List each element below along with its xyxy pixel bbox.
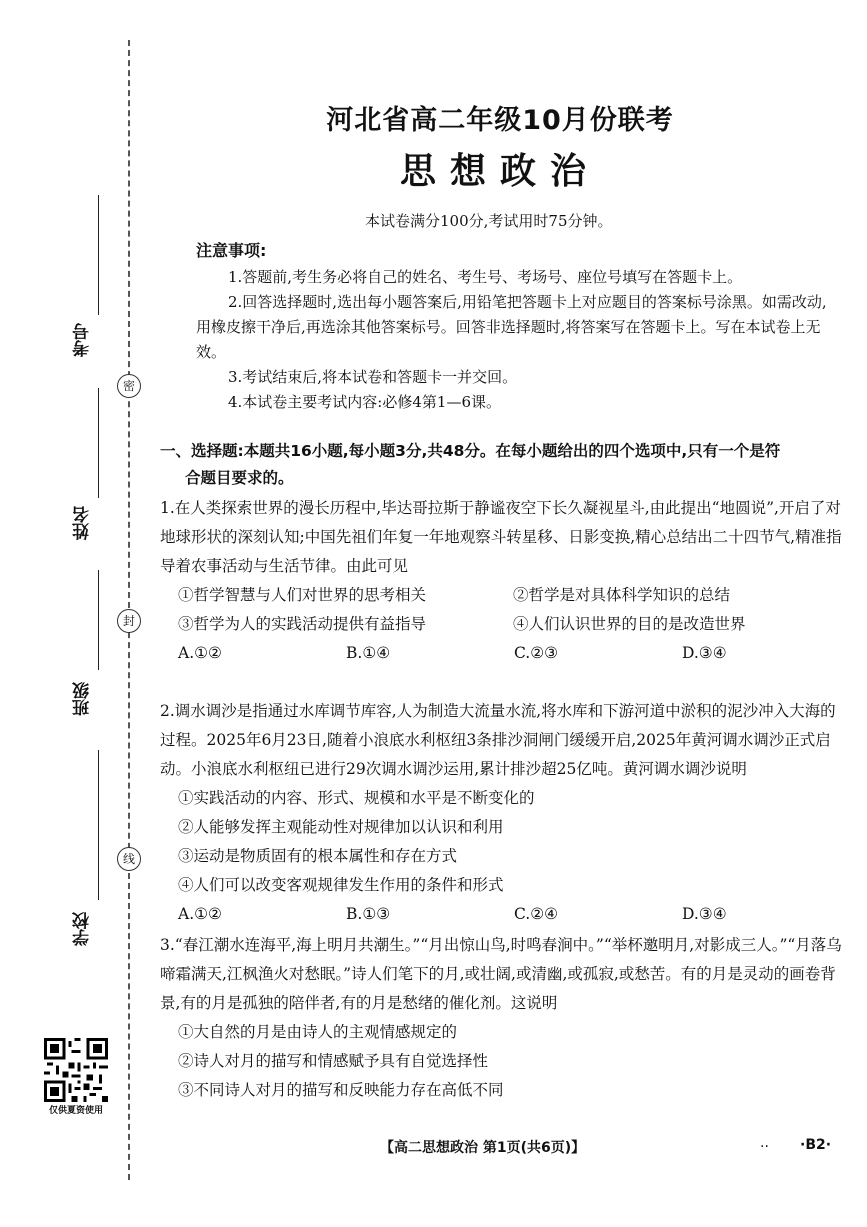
notice-item: 4.本试卷主要考试内容:必修4第1—6课。 (228, 393, 501, 411)
notice-item: 2.回答选择题时,选出每小题答案后,用铅笔把答题卡上对应题目的答案标号涂黑。如需改动,用橡皮擦干净后,再选涂其他答案标号。回答非选择题时,将答案写在答题卡上。写在本试卷上无效。 (196, 293, 827, 361)
name-label: 姓名 (73, 506, 93, 540)
section-heading-line2: 合题目要求的。 (185, 469, 294, 487)
choice-c: C.②③ (514, 644, 559, 662)
exam-title: 河北省高二年级10月份联考 (326, 105, 674, 136)
statement: ③哲学为人的实践活动提供有益指导 (178, 615, 427, 633)
notice-list (196, 265, 836, 415)
seal-xian: 线 (117, 847, 141, 871)
statement: ③不同诗人对月的描写和反映能力存在高低不同 (178, 1081, 504, 1099)
choice-c: C.②④ (514, 905, 559, 923)
class-label: 班级 (73, 682, 93, 716)
notice-item: 1.答题前,考生务必将自己的姓名、考生号、考场号、座位号填写在答题卡上。 (228, 268, 743, 286)
exam-number-label: 考号 (73, 323, 93, 357)
qr-caption: 仅供夏资使用 (48, 1106, 103, 1116)
notice-title: 注意事项: (196, 241, 267, 260)
subject-title: 思想政治 (399, 151, 600, 192)
statement: ②人能够发挥主观能动性对规律加以认识和利用 (178, 818, 504, 836)
class-field[interactable] (70, 570, 110, 740)
choice-d: D.③④ (682, 905, 727, 923)
statement-row (160, 610, 850, 639)
statement: ①大自然的月是由诗人的主观情感规定的 (178, 1023, 458, 1041)
exam-info-line: 本试卷满分100分,考试用时75分钟。 (365, 212, 613, 230)
question-3 (160, 931, 850, 1105)
footer-page-info: 【高二思想政治 第1页(共6页)】 (380, 1140, 586, 1156)
statement: ①哲学智慧与人们对世界的思考相关 (178, 586, 427, 604)
name-field[interactable] (70, 388, 110, 568)
notice-item: 3.考试结束后,将本试卷和答题卡一并交回。 (228, 368, 518, 386)
question-1 (160, 494, 850, 668)
seal-feng: 封 (117, 609, 141, 633)
statement: ③运动是物质固有的根本属性和存在方式 (178, 847, 458, 865)
name-line (98, 388, 99, 498)
statement: ④人们可以改变客观规律发生作用的条件和形式 (178, 876, 504, 894)
statement: ①实践活动的内容、形式、规模和水平是不断变化的 (178, 789, 535, 807)
choice-d: D.③④ (682, 644, 727, 662)
choice-row (160, 639, 850, 668)
statement: ②哲学是对具体科学知识的总结 (513, 586, 731, 604)
school-field[interactable] (70, 750, 110, 970)
school-line (98, 750, 99, 900)
choice-row (160, 900, 850, 929)
statement: ④人们认识世界的目的是改造世界 (513, 615, 746, 633)
choice-b: B.①④ (346, 644, 391, 662)
choice-a: A.①② (178, 905, 222, 923)
qr-code-image (44, 1038, 108, 1102)
statement-row (160, 581, 850, 610)
choice-b: B.①③ (346, 905, 391, 923)
seal-mi: 密 (117, 374, 141, 398)
class-line (98, 570, 99, 670)
section-heading (160, 438, 850, 492)
footer-paper-code: ·B2· (800, 1137, 832, 1153)
question-2 (160, 697, 850, 929)
choice-a: A.①② (178, 644, 222, 662)
statement: ②诗人对月的描写和情感赋予具有自觉选择性 (178, 1052, 489, 1070)
question-stem: 2.调水调沙是指通过水库调节库容,人为制造大流量水流,将水库和下游河道中淤积的泥沙冲入大海的过程。2025年6月23日,随着小浪底水利枢纽3条排沙洞闸门缓缓开启,2025年黄河调水调沙正式启动。小浪底水利枢纽已进行29次调水调沙运用,累计排沙超25亿吨。黄河调水调沙说明 (160, 702, 836, 778)
footer-dots: .. (760, 1135, 769, 1151)
exam-number-field[interactable] (70, 195, 110, 385)
section-heading-line1: 一、选择题:本题共16小题,每小题3分,共48分。在每小题给出的四个选项中,只有一个是符 (160, 442, 781, 460)
school-label: 学校 (73, 912, 93, 946)
exam-number-line (98, 195, 99, 315)
question-stem: 1.在人类探索世界的漫长历程中,毕达哥拉斯于静谧夜空下长久凝视星斗,由此提出“地圆说”,开启了对地球形状的深刻认知;中国先祖们年复一年地观察斗转星移、日影变换,精心总结出二十四节气,精准指导着农事活动与生活节律。由此可见 (160, 499, 842, 575)
question-stem: 3.“春江潮水连海平,海上明月共潮生。”“月出惊山鸟,时鸣春涧中。”“举杯邀明月,对影成三人。”“月落乌啼霜满天,江枫渔火对愁眠。”诗人们笔下的月,或壮阔,或清幽,或孤寂,或愁苦。有的月是灵动的画卷背景,有的月是孤独的陪伴者,有的月是愁绪的催化剂。这说明 (160, 936, 842, 1012)
